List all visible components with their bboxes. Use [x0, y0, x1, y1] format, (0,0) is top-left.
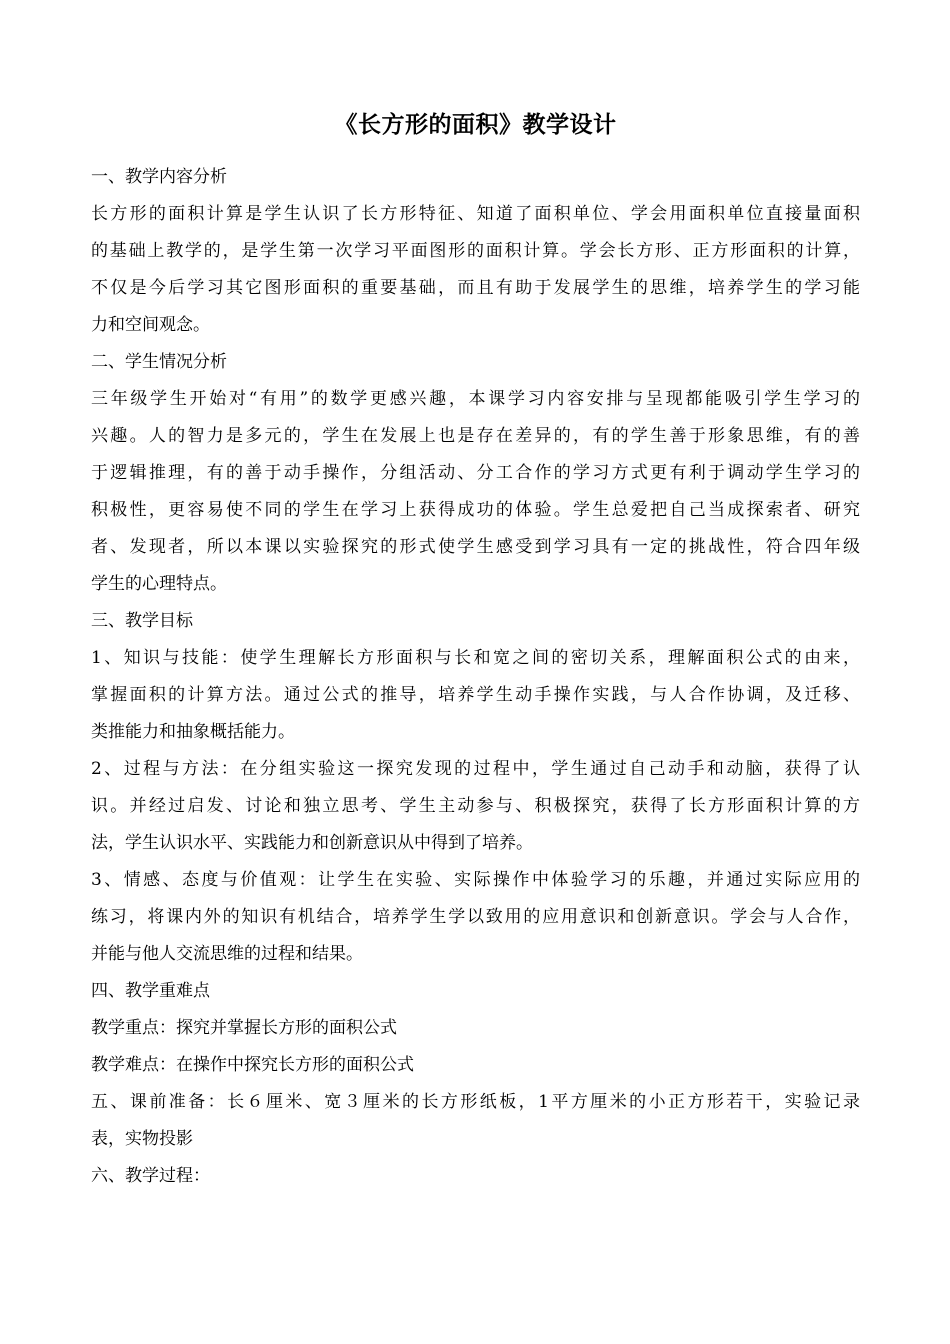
text-line: 教学重点：探究并掌握长方形的面积公式 — [91, 1018, 397, 1038]
text-line: 法，学生认识水平、实践能力和创新意识从中得到了培养。 — [91, 833, 533, 853]
text-line: 不仅是今后学习其它图形面积的重要基础，而且有助于发展学生的思维，培养学生的学习能 — [91, 278, 860, 298]
text-line: 长方形的面积计算是学生认识了长方形特征、知道了面积单位、学会用面积单位直接量面积 — [91, 204, 860, 224]
text-line: 掌握面积的计算方法。通过公式的推导，培养学生动手操作实践，与人合作协调，及迁移、 — [91, 685, 860, 705]
text-line: 表，实物投影 — [91, 1129, 193, 1149]
text-line: 类推能力和抽象概括能力。 — [91, 722, 295, 742]
text-line: 的基础上教学的，是学生第一次学习平面图形的面积计算。学会长方形、正方形面积的计算， — [91, 241, 860, 261]
text-line: 识。并经过启发、讨论和独立思考、学生主动参与、积极探究，获得了长方形面积计算的方 — [91, 796, 860, 816]
text-line: 兴趣。人的智力是多元的，学生在发展上也是存在差异的，有的学生善于形象思维，有的善 — [91, 426, 860, 446]
text-line: 三、教学目标 — [91, 611, 193, 631]
text-line: 一、教学内容分析 — [91, 167, 227, 187]
text-line: 2、过程与方法：在分组实验这一探究发现的过程中，学生通过自己动手和动脑，获得了认 — [91, 759, 860, 779]
text-line: 于逻辑推理，有的善于动手操作，分组活动、分工合作的学习方式更有利于调动学生学习的 — [91, 463, 860, 483]
text-line: 1、知识与技能：使学生理解长方形面积与长和宽之间的密切关系，理解面积公式的由来， — [91, 648, 860, 668]
text-line: 三年级学生开始对“有用”的数学更感兴趣，本课学习内容安排与呈现都能吸引学生学习的 — [91, 389, 860, 409]
text-line: 二、学生情况分析 — [91, 352, 227, 372]
text-line: 六、教学过程： — [91, 1166, 210, 1186]
text-line: 积极性，更容易使不同的学生在学习上获得成功的体验。学生总爱把自己当成探索者、研究 — [91, 500, 860, 520]
text-line: 学生的心理特点。 — [91, 574, 227, 594]
text-line: 五、课前准备：长６厘米、宽３厘米的长方形纸板，1平方厘米的小正方形若干，实验记录 — [91, 1092, 860, 1112]
document-body — [91, 159, 860, 1195]
text-line: 并能与他人交流思维的过程和结果。 — [91, 944, 363, 964]
text-line: 者、发现者，所以本课以实验探究的形式使学生感受到学习具有一定的挑战性，符合四年级 — [91, 537, 860, 557]
text-line: 力和空间观念。 — [91, 315, 210, 335]
text-line: 3、情感、态度与价值观：让学生在实验、实际操作中体验学习的乐趣，并通过实际应用的 — [91, 870, 860, 890]
text-line: 练习，将课内外的知识有机结合，培养学生学以致用的应用意识和创新意识。学会与人合作， — [91, 907, 860, 927]
document-title: 《长方形的面积》教学设计 — [334, 112, 617, 138]
text-line: 四、教学重难点 — [91, 981, 210, 1001]
text-line: 教学难点：在操作中探究长方形的面积公式 — [91, 1055, 414, 1075]
